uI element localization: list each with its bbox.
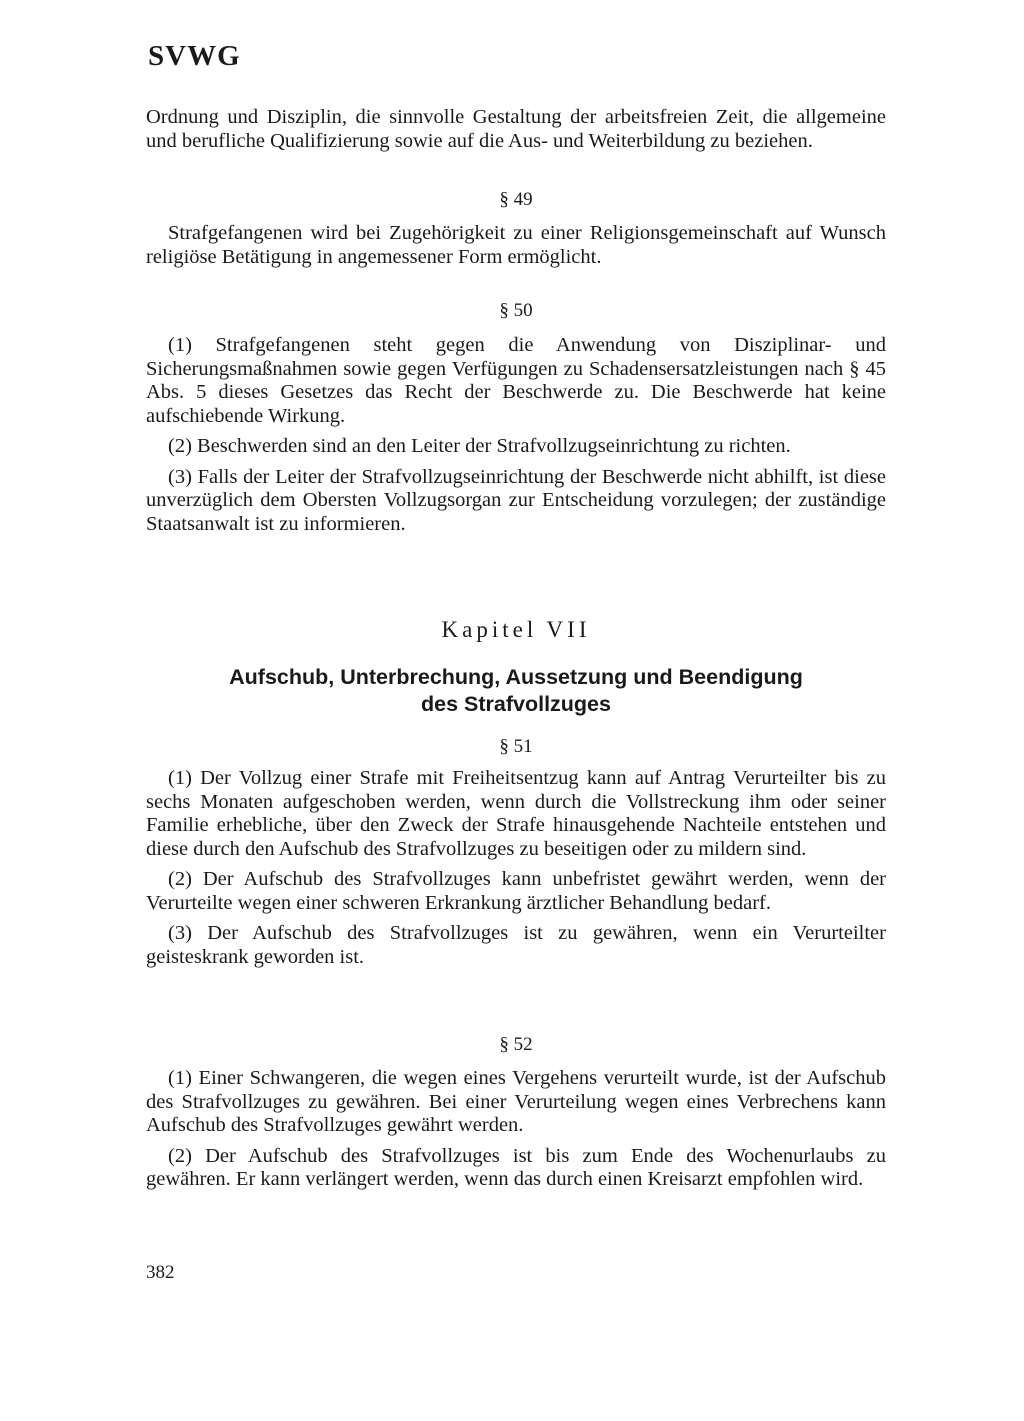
section-51-body xyxy=(146,767,886,976)
section-52-paragraph-1: (1) Einer Schwangeren, die wegen eines Vergehens verurteilt wurde, ist der Aufschub des Strafvollzuges zu gewähren. Bei einer Verurteilung wegen eines Verbrechens kann Aufschub des Strafvollzuges gewährt werden. xyxy=(146,1067,886,1136)
section-52-heading: § 52 xyxy=(499,1034,533,1055)
intro-paragraph: Ordnung und Disziplin, die sinnvolle Gestaltung der arbeitsfreien Zeit, die allgemeine und berufliche Qualifizierung sowie auf die Aus- und Weiterbildung zu beziehen. xyxy=(146,106,886,152)
running-head: SVWG xyxy=(148,40,241,72)
section-50-paragraph-2: (2) Beschwerden sind an den Leiter der Strafvollzugseinrichtung zu richten. xyxy=(168,435,791,457)
chapter-label: Kapitel VII xyxy=(441,617,591,642)
section-49-heading: § 49 xyxy=(499,189,533,210)
section-51-paragraph-3: (3) Der Aufschub des Strafvollzuges ist zu gewähren, wenn ein Verurteilter geisteskrank geworden ist. xyxy=(146,922,886,968)
section-50-paragraph-3: (3) Falls der Leiter der Strafvollzugseinrichtung der Beschwerde nicht abhilft, ist diese unverzüglich dem Obersten Vollzugsorgan zur Entscheidung vorzulegen; der zuständige Staatsanwalt ist zu informieren. xyxy=(146,465,886,535)
section-51-paragraph-1: (1) Der Vollzug einer Strafe mit Freiheitsentzug kann auf Antrag Verurteilter bis zu sechs Monaten aufgeschoben werden, wenn durch die Vollstreckung ihm oder seiner Familie erhebliche, über den Zweck der Strafe hinausgehende Nachteile entstehen und diese durch den Aufschub des Strafvollzuges zu beseitigen oder zu mildern sind. xyxy=(146,767,886,860)
chapter-title-line-2: des Strafvollzuges xyxy=(421,692,611,716)
section-51-paragraph-2: (2) Der Aufschub des Strafvollzuges kann unbefristet gewährt werden, wenn der Verurteilte wegen einer schweren Erkrankung ärztlicher Behandlung bedarf. xyxy=(146,868,886,914)
section-52-paragraph-2: (2) Der Aufschub des Strafvollzuges ist bis zum Ende des Wochenurlaubs zu gewähren. Er kann verlängert werden, wenn das durch einen Kreisarzt empfohlen wird. xyxy=(146,1144,886,1190)
section-52-body xyxy=(146,1067,886,1199)
chapter-title-line-1: Aufschub, Unterbrechung, Aussetzung und Beendigung xyxy=(229,665,803,689)
section-50-body xyxy=(146,334,886,543)
section-51-heading: § 51 xyxy=(499,736,533,757)
section-50-paragraph-1: (1) Strafgefangenen steht gegen die Anwendung von Disziplinar- und Sicherungsmaßnahmen sowie gegen Verfügungen zu Schadensersatzleistungen nach § 45 Abs. 5 dieses Gesetzes das Recht der Beschwerde zu. Die Beschwerde hat keine aufschiebende Wirkung. xyxy=(146,334,886,427)
section-49-paragraph-1: Strafgefangenen wird bei Zugehörigkeit zu einer Religionsgemeinschaft auf Wunsch religiöse Betätigung in angemessener Form ermöglicht. xyxy=(146,222,886,268)
page-number: 382 xyxy=(146,1262,175,1283)
chapter-title xyxy=(146,664,886,718)
section-49-body xyxy=(146,222,886,276)
section-50-heading: § 50 xyxy=(499,300,533,321)
intro-block xyxy=(146,106,886,160)
